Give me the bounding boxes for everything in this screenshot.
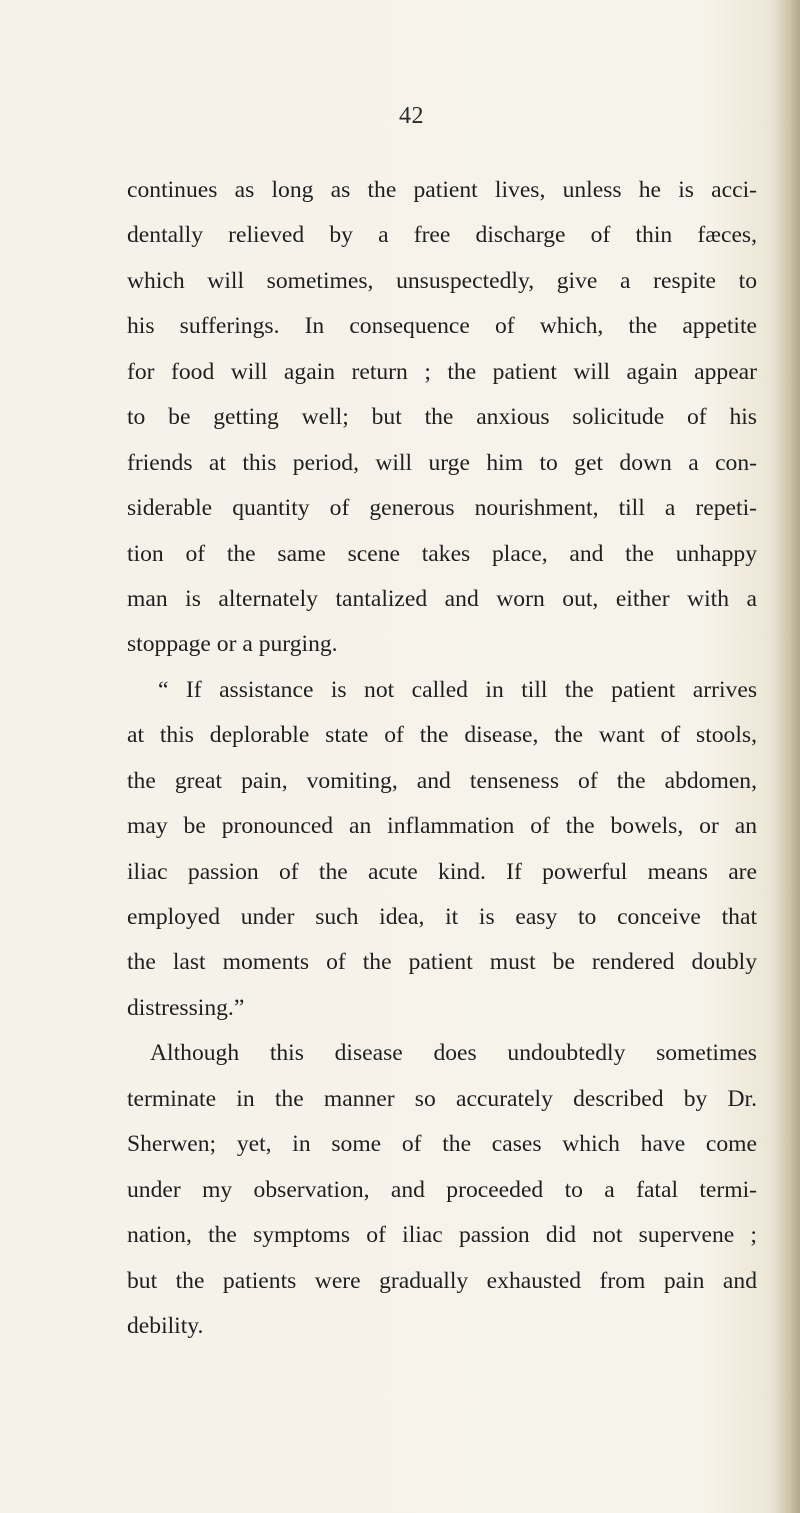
- text-line: iliac passion of the acute kind. If powerful means are: [127, 858, 757, 885]
- text-line: at this deplorable state of the disease, the want of stools,: [127, 722, 757, 749]
- text-line: friends at this period, will urge him to get down a con-: [127, 449, 757, 476]
- text-line: Sherwen; yet, in some of the cases which have come: [127, 1131, 757, 1158]
- text-line: for food will again return ; the patient will again appear: [127, 358, 757, 385]
- text-line: his sufferings. In consequence of which, the appetite: [127, 313, 757, 340]
- text-line: terminate in the manner so accurately described by Dr.: [127, 1085, 757, 1112]
- text-line: which will sometimes, unsuspectedly, give a respite to: [127, 267, 757, 294]
- text-line: may be pronounced an inflammation of the bowels, or an: [127, 813, 757, 840]
- text-line: man is alternately tantalized and worn out, either with a: [127, 585, 757, 612]
- text-line: to be getting well; but the anxious solicitude of his: [127, 404, 757, 431]
- text-line: debility.: [127, 1312, 204, 1339]
- text-line: the last moments of the patient must be rendered doubly: [127, 949, 757, 976]
- text-line: tion of the same scene takes place, and the unhappy: [127, 540, 757, 567]
- text-line: distressing.”: [127, 994, 245, 1021]
- text-line: but the patients were gradually exhausted from pain and: [127, 1267, 757, 1294]
- text-line: dentally relieved by a free discharge of thin fæces,: [127, 222, 757, 249]
- text-line: siderable quantity of generous nourishment, till a repeti-: [127, 495, 757, 522]
- text-line: nation, the symptoms of iliac passion did not supervene ;: [127, 1222, 757, 1249]
- text-line: stoppage or a purging.: [127, 631, 338, 658]
- text-line: under my observation, and proceeded to a fatal termi-: [127, 1176, 757, 1203]
- body-text: [127, 168, 757, 1349]
- page-number: 42: [399, 103, 424, 129]
- text-line: the great pain, vomiting, and tenseness of the abdomen,: [127, 767, 757, 794]
- text-line: continues as long as the patient lives, unless he is acci-: [127, 177, 757, 203]
- paragraph-start-line: Although this disease does undoubtedly sometimes: [150, 1040, 757, 1067]
- text-line: employed under such idea, it is easy to conceive that: [127, 904, 757, 930]
- paragraph-start-line: “ If assistance is not called in till the patient arrives: [158, 676, 757, 703]
- page-edge-shadow: [774, 0, 800, 1513]
